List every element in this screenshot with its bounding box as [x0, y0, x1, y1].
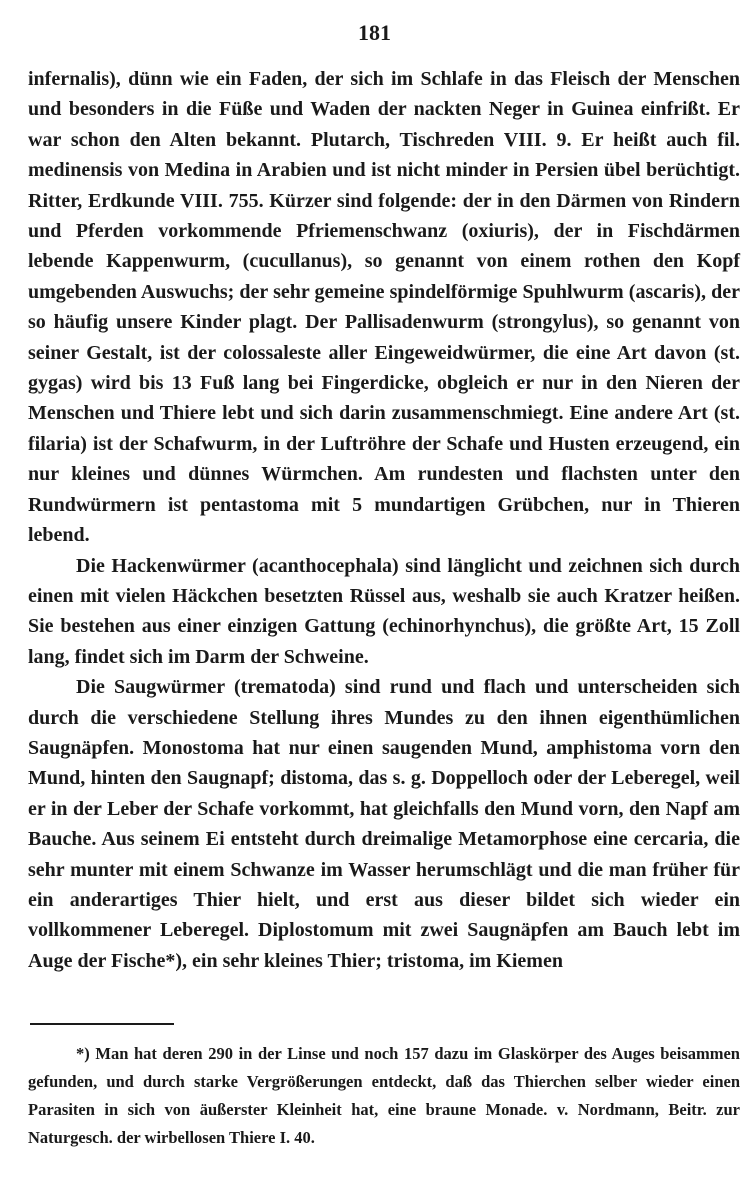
paragraph-acanthocephala: Die Hackenwürmer (acanthocephala) sind länglicht und zeichnen sich durch einen mit vielen Häckchen besetzten Rüssel aus, weshalb sie auch Kratzer heißen. Sie bestehen aus einer einzigen Gattung (echinorhynchus), die größte Art, 15 Zoll lang, findet sich im Darm der Schweine.: [28, 554, 740, 668]
page-number: 181: [358, 20, 391, 45]
paragraph-roundworms-continued: infernalis), dünn wie ein Faden, der sich im Schlafe in das Fleisch der Menschen und besonders in die Füße und Waden der nackten Neger in Guinea einfrißt. Er war schon den Alten bekannt. Plutarch, Tischreden VIII. 9. Er heißt auch fil. medinensis von Medina in Arabien und ist nicht minder in Persien übel berüchtigt. Ritter, Erdkunde VIII. 755. Kürzer sind folgende: der in den Därmen von Rindern und Pferden vorkommende Pfriemenschwanz (oxiuris), der in Fischdärmen lebende Kappenwurm, (cucullanus), so genannt von einem rothen den Kopf umgebenden Auswuchs; der sehr gemeine spindelförmige Spuhlwurm (ascaris), der so häufig unsere Kinder plagt. Der Pallisadenwurm (strongylus), so genannt von seiner Gestalt, ist der colossalеste aller Eingeweidwürmer, die eine Art davon (st. gygas) wird bis 13 Fuß lang bei Fingerdicke, obgleich er nur in den Nieren der Menschen und Thiere lebt und sich darin zusammenschmiegt. Eine andere Art (st. filaria) ist der Schafwurm, in der Luftröhre der Schafe und Husten erzeugend, ein nur kleines und dünnes Würmchen. Am rundesten und flachsten unter den Rundwürmern ist pentastoma mit 5 mundartigen Grübchen, nur in Thieren lebend.: [28, 68, 740, 547]
footnote: *) Man hat deren 290 in der Linse und noch 157 dazu im Glaskörper des Auges beisammen gefunden, und durch starke Vergrößerungen entdeckt, daß das Thierchen selber wieder einen Parasiten in sich von äußerster Kleinheit hat, eine braune Monade. v. Nordmann, Beitr. zur Naturgesch. der wirbellosen Thiere I. 40.: [28, 1044, 740, 1147]
footnote-separator: [30, 1023, 174, 1025]
paragraph-trematoda: Die Saugwürmer (trematoda) sind rund und flach und unterscheiden sich durch die verschiedene Stellung ihres Mundes zu den ihnen eigenthümlichen Saugnäpfen. Monostoma hat nur einen saugenden Mund, amphistoma vorn den Mund, hinten den Saugnapf; distoma, das s. g. Doppelloch oder der Leberegel, weil er in der Leber der Schafe vorkommt, hat gleichfalls den Mund vorn, den Napf am Bauche. Aus seinem Ei entsteht durch dreimalige Metamorphose eine cercaria, die sehr munter mit einem Schwanze im Wasser herumschlägt und die man früher für ein anderartiges Thier hielt, und erst aus dieser bildet sich wieder ein vollkommener Leberegel. Diplostomum mit zwei Saugnäpfen am Bauch lebt im Auge der Fische*), ein sehr kleines Thier; tristoma, im Kiemen: [28, 676, 740, 972]
body-text: [28, 64, 740, 976]
